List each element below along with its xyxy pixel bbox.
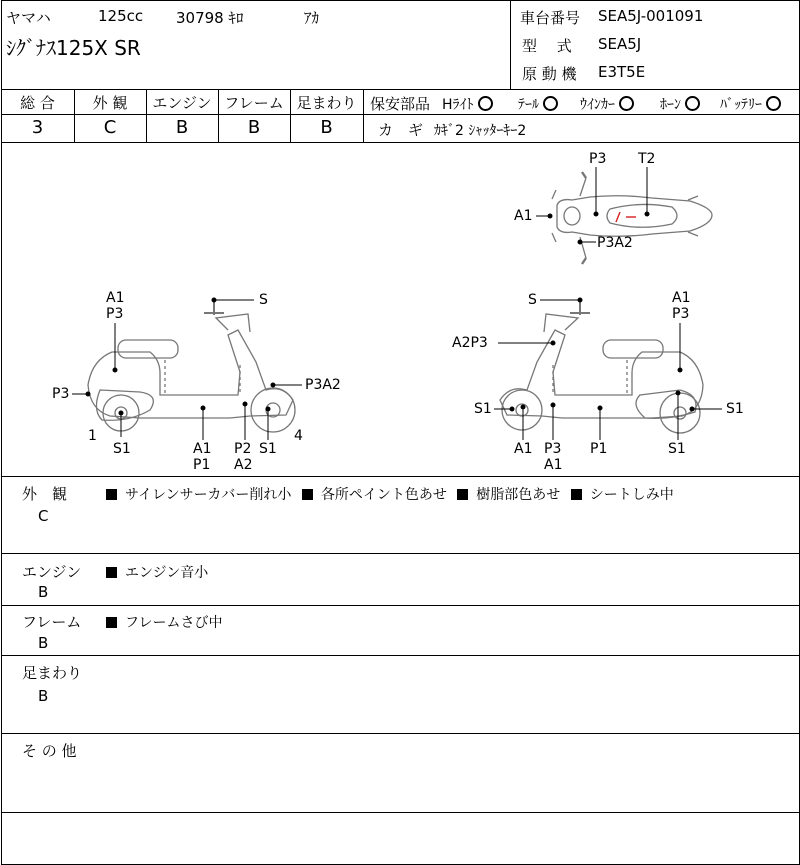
bullet-square-icon (106, 567, 117, 578)
bullet-square-icon (571, 489, 582, 500)
diagram-label: A1 (514, 208, 533, 224)
key-label: カ ギ (378, 121, 424, 139)
type-label: 型 式 (522, 37, 572, 55)
diagram-label: P3 (589, 151, 607, 167)
remark-items-frame (106, 612, 222, 632)
bullet-square-icon (457, 489, 468, 500)
diagram-label: P1 (590, 441, 608, 457)
remark-grade-suspension: B (38, 687, 49, 705)
remark-title-exterior: 外 観 (22, 485, 68, 503)
diagram-label: P3 (52, 386, 70, 402)
diagram-label: P3A2 (305, 377, 341, 393)
diagram-label: A1 (106, 290, 125, 306)
remark-item: 樹脂部色あせ (476, 487, 561, 503)
remark-title-suspension: 足まわり (22, 664, 83, 682)
grade-header-frame: フレーム (224, 94, 284, 112)
body-color: ｱｶ (304, 9, 320, 27)
remark-title-other: そ の 他 (22, 742, 77, 760)
bullet-square-icon (106, 617, 117, 628)
diagram-label: S1 (113, 441, 131, 457)
grade-engine: B (175, 117, 189, 138)
remark-title-engine: エンジン (22, 563, 82, 581)
diagram-label: P1 (193, 457, 211, 473)
remark-items-engine (106, 562, 208, 582)
diagram-label: P3 (672, 306, 690, 322)
grade-exterior: C (103, 117, 117, 138)
remark-title-frame: フレーム (22, 613, 82, 631)
displacement: 125cc (98, 7, 144, 25)
diagram-label: S1 (726, 401, 744, 417)
remark-item: 各所ペイント色あせ (320, 487, 447, 503)
type-value: SEA5J (598, 35, 642, 53)
safety-item-label: ﾃｰﾙ (518, 97, 539, 113)
diagram-label: S1 (474, 401, 492, 417)
grade-header-engine: エンジン (152, 94, 212, 112)
safety-label: 保安部品 (370, 95, 431, 113)
safety-item-label: ﾊﾞｯﾃﾘｰ (720, 97, 762, 113)
diagram-label: P3 (544, 441, 562, 457)
grade-header-suspension: 足まわり (296, 94, 357, 112)
diagram-label: P2 (234, 441, 252, 457)
remark-grade-frame: B (38, 634, 49, 652)
frame-no-value: SEA5J-001091 (598, 7, 704, 25)
grade-frame: B (247, 117, 261, 138)
diagram-label: A1 (544, 457, 563, 473)
maker: ヤマハ (6, 9, 51, 27)
remark-items-exterior (106, 484, 674, 504)
remark-grade-exterior: C (38, 507, 49, 525)
remark-item: サイレンサーカバー削れ小 (125, 487, 292, 503)
mileage: 30798 ｷﾛ (176, 9, 244, 27)
grade-header-exterior: 外 観 (92, 94, 128, 112)
bullet-square-icon (106, 489, 117, 500)
diagram-label: S1 (259, 441, 277, 457)
diagram-label: 4 (294, 428, 303, 444)
diagram-label: S (259, 292, 268, 308)
grade-suspension: B (320, 117, 333, 138)
diagram-label: 1 (88, 428, 97, 444)
grade-header-overall: 総 合 (20, 94, 55, 112)
diagram-label: P3 (106, 306, 124, 322)
diagram-label: T2 (638, 151, 656, 167)
diagram-label: A2 (234, 457, 253, 473)
model-name: ｼｸﾞﾅｽ125X SR (6, 36, 141, 60)
damage-marks (616, 212, 636, 222)
safety-item-label: ｳｲﾝｶｰ (580, 97, 615, 113)
diagram-label: S1 (668, 441, 686, 457)
bullet-square-icon (302, 489, 313, 500)
diagram-label: A1 (672, 290, 691, 306)
remark-item: フレームさび中 (125, 615, 223, 631)
safety-item-label: Hﾗｲﾄ (442, 97, 474, 113)
engine-value: E3T5E (598, 63, 646, 81)
diagram-label: S (528, 292, 537, 308)
diagram-label: P3A2 (597, 235, 633, 251)
diagram-label: A1 (514, 441, 533, 457)
diagram-label: A2P3 (452, 335, 488, 351)
diagram-label: A1 (193, 441, 212, 457)
remark-item: シートしみ中 (589, 487, 674, 503)
engine-label: 原 動 機 (522, 65, 577, 83)
remark-grade-engine: B (38, 583, 49, 601)
key-value: ｶｷﾞ2 ｼｬｯﾀｰｷｰ2 (434, 123, 527, 139)
grade-overall: 3 (31, 117, 44, 138)
frame-no-label: 車台番号 (520, 9, 581, 27)
safety-item-label: ﾎｰﾝ (660, 97, 681, 113)
remark-item: エンジン音小 (125, 565, 209, 581)
